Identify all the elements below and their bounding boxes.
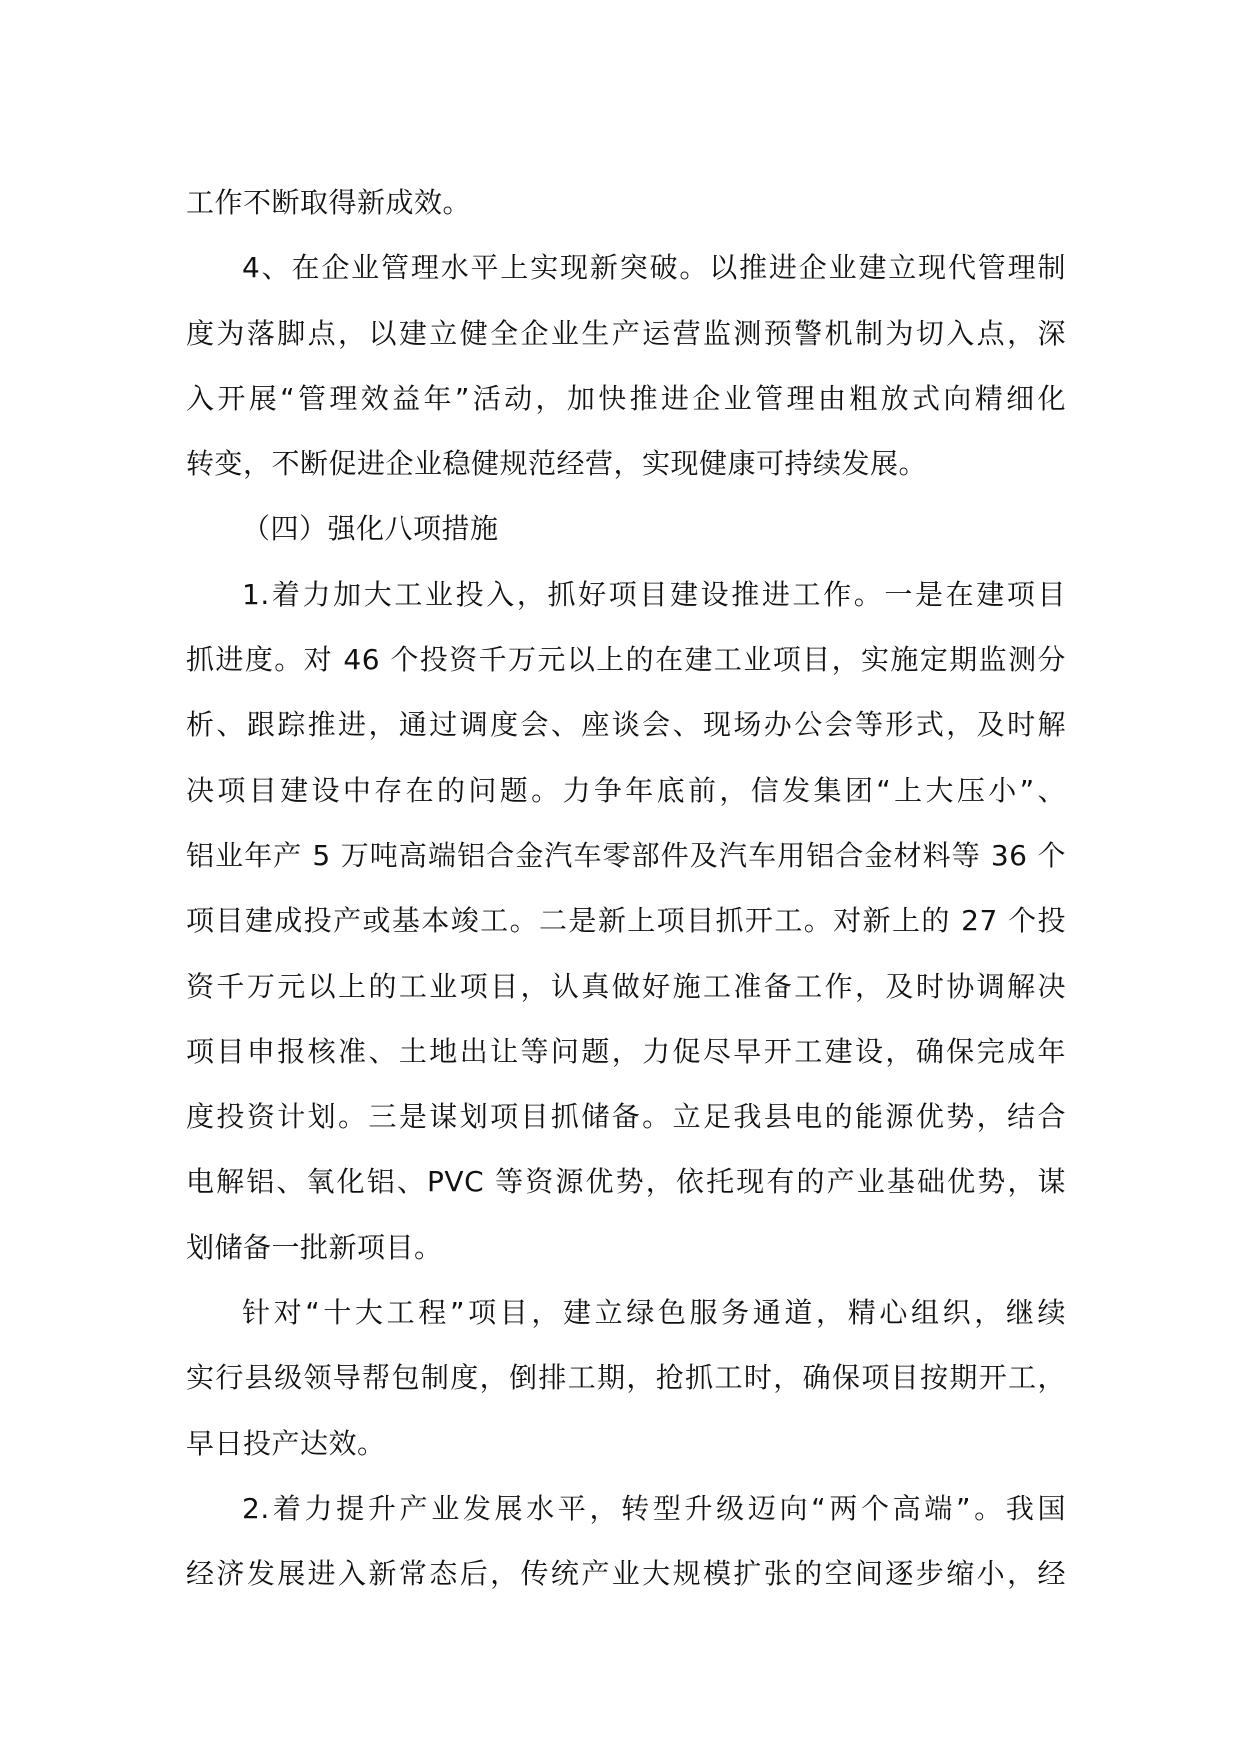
- paragraph-line: 抓进度。对 46 个投资千万元以上的在建工业项目，实施定期监测分: [186, 643, 1066, 677]
- paragraph-line: 铝业年产 5 万吨高端铝合金汽车零部件及汽车用铝合金材料等 36 个: [186, 838, 1066, 872]
- paragraph-line: 2.着力提升产业发展水平，转型升级迈向“两个高端”。我国: [242, 1491, 1066, 1525]
- paragraph-line: 电解铝、氧化铝、PVC 等资源优势，依托现有的产业基础优势，谋: [186, 1165, 1066, 1199]
- paragraph-line: 析、跟踪推进，通过调度会、座谈会、现场办公会等形式，及时解: [186, 708, 1066, 742]
- document-body: [186, 170, 1066, 1607]
- paragraph-line: 经济发展进入新常态后，传统产业大规模扩张的空间逐步缩小，经: [186, 1557, 1066, 1591]
- paragraph-line: 工作不断取得新成效。: [186, 186, 472, 219]
- paragraph-line: 项目建成投产或基本竣工。二是新上项目抓开工。对新上的 27 个投: [186, 904, 1066, 938]
- paragraph-line: 度投资计划。三是谋划项目抓储备。立足我县电的能源优势，结合: [186, 1100, 1066, 1134]
- paragraph-line: 针对“十大工程”项目，建立绿色服务通道，精心组织，继续: [242, 1296, 1066, 1330]
- paragraph-line: 早日投产达效。: [186, 1426, 386, 1460]
- paragraph-line: 项目申报核准、土地出让等问题，力促尽早开工建设，确保完成年: [186, 1034, 1066, 1068]
- paragraph-line: 度为落脚点，以建立健全企业生产运营监测预警机制为切入点，深: [186, 316, 1066, 350]
- paragraph-line: 资千万元以上的工业项目，认真做好施工准备工作，及时协调解决: [186, 969, 1066, 1003]
- paragraph-line: 1.着力加大工业投入，抓好项目建设推进工作。一是在建项目: [242, 577, 1066, 611]
- paragraph-line: 入开展“管理效益年”活动，加快推进企业管理由粗放式向精细化: [186, 381, 1066, 415]
- paragraph-line: 实行县级领导帮包制度，倒排工期，抢抓工时，确保项目按期开工，: [186, 1361, 1066, 1395]
- paragraph-line: 转变，不断促进企业稳健规范经营，实现健康可持续发展。: [186, 447, 928, 481]
- paragraph-line: 4、在企业管理水平上实现新突破。以推进企业建立现代管理制: [242, 251, 1066, 285]
- section-heading: （四）强化八项措施: [242, 512, 499, 546]
- paragraph-line: 划储备一批新项目。: [186, 1230, 443, 1264]
- paragraph-line: 决项目建设中存在的问题。力争年底前，信发集团“上大压小”、: [186, 773, 1066, 807]
